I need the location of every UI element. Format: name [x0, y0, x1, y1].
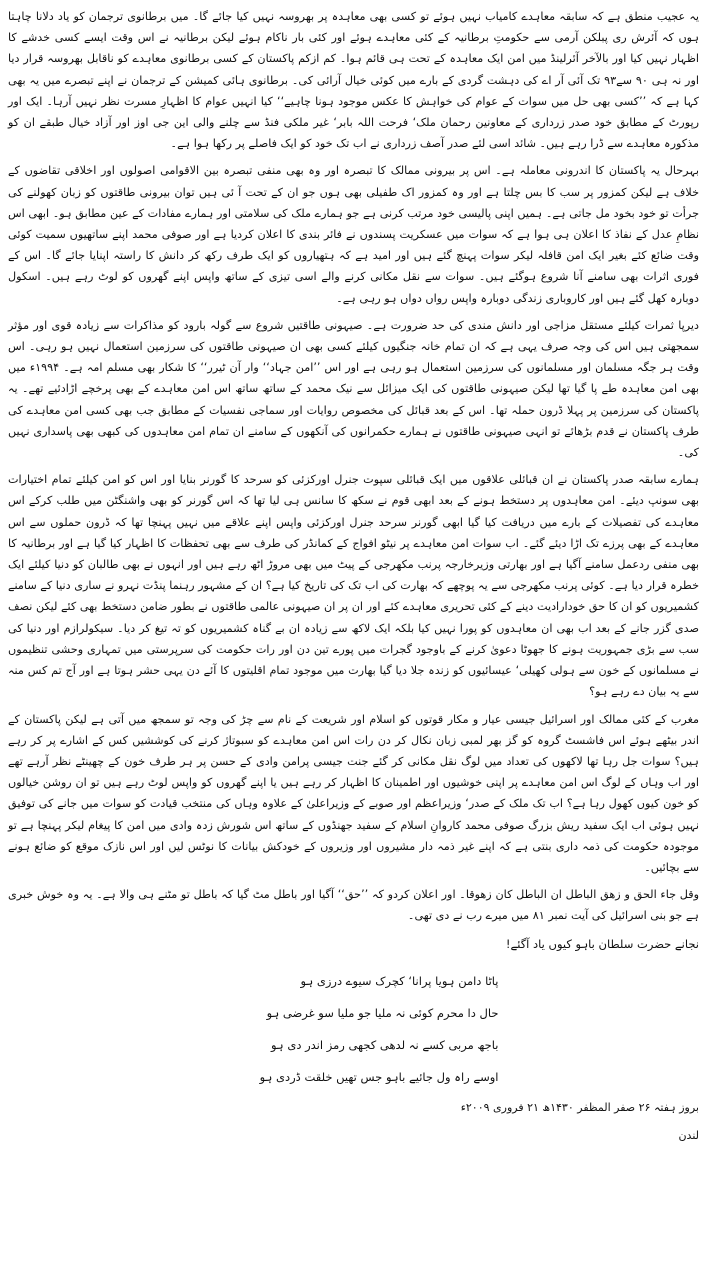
place-name: لندن: [678, 1128, 699, 1142]
poem-block: [199, 965, 509, 1093]
article-paragraph-4: ہمارے سابقہ صدر پاکستان نے ان قبائلی علاقوں میں ایک قبائلی سپوت جنرل اورکزئی کو سرحد کا گورنر بنایا اور اس کو امن کیلئے تمام اختیارات بھی سونپ دیئے۔ امن معاہدوں پر دستخط ہونے کے بعد ابھی قوم نے سکھ کا سانس ہی لیا تھا کہ اس گورنر کو بھی واشنگٹن میں طلب کرکے اس معاہدے کی تفصیلات کے بارے میں دریافت کیا گیا ابھی گورنر سرحد جنرل اورکزئی واپس اپنے علاقے میں نہیں پہنچا تھا کہ ڈرون حملوں سے اس معاہدے کے بھی پرزے تک اڑا دیئے گئے۔ اب سوات امن معاہدے پر نیٹو افواج کے کمانڈر کی طرف سے بھی تحفظات کا اظہار کیا گیا ہے اور برطانیہ کا بھی منفی ردعمل سامنے آگیا ہے اور بھارتی وزیرخارجہ پرنب مکھرجی کے پیٹ میں بھی مروڑ اٹھ رہے ہیں اور انہوں نے بھی طالبان کو دنیا کیلئے ایک خطرہ قرار دیا ہے۔ کوئی پرنب مکھرجی سے یہ پوچھے کہ بھارت کی اب تک کی تاریخ کیا ہے؟ ان کے مشہور رہنما پنڈت نہرو نے ساری دنیا کے سامنے کشمیریوں کو ان کا حق خودارادیت دینے کے کئی تحریری معاہدے کئے اور ان پر ان صیہونی عالمی طاقتوں نے بطور ضامن دستخط بھی کئے لیکن نصف صدی گزر جانے کے بعد اب بھی ان معاہدوں کو پورا نہیں کیا بلکہ ایک لاکھ سے زیادہ ان بے گناہ کشمیریوں کو تہ تیغ کر دیا۔ سیکولرازم اور دنیا کی سب سے بڑی جمہوریت ہونے کا جھوٹا دعویٰ کرنے کے باوجود گجرات میں پورے تین دن اور رات حکومت کی سرپرستی میں تمہاری وحشی تنظیموں نے مسلمانوں کے خون سے ہولی کھیلی‘ عیسائیوں کو زندہ جلا دیا گیا بھارت میں موجود تمام اقلیتوں کا آئے دن یہی حشر ہوتا ہے اور آج تم کس منہ سے یہ بیان دے رہے ہو؟: [8, 473, 699, 699]
article-paragraph-3: دیرپا ثمرات کیلئے مستقل مزاجی اور دانش مندی کی حد ضرورت ہے۔ صیہونی طاقتیں شروع سے گولہ بارود کو مذاکرات سے زیادہ قوی اور مؤثر سمجھتی ہیں اس کی وجہ صرف یہی ہے کہ ان تمام خانہ جنگیوں کیلئے کسی بھی ان صیہونی طاقتوں کی سرزمین استعمال نہیں ہو رہی۔ اس وقت ہر جگہ مسلمان اور مسلمانوں کی سرزمین استعمال ہو رہی ہے اور اس ’’امن جہاد‘‘ وار آن ٹیرر‘‘ کا شکار بھی مسلم امہ ہے۔ ۱۹۹۴ء میں بھی امن معاہدہ طے پا گیا تھا لیکن صیہونی طاقتوں کی ایک میزائل سے نیک محمد کے ساتھ ساتھ اس امن معاہدے کے بھی پرخچے اڑادئیے تھے۔ یہ پاکستان کی سرزمین پر پہلا ڈرون حملہ تھا۔ اس کے بعد قبائل کی مخصوص روایات اور سماجی نفسیات کے مطابق جب بھی کسی امن معاہدے کی طرف پاکستان نے قدم بڑھائے تو انہی صیہونی طاقتوں نے ہمارے حکمرانوں کی آنکھوں کے سامنے ان تمام امن معاہدوں کی کبھی بھی پاسداری نہیں کی۔: [8, 318, 699, 460]
article-paragraph-2: بہرحال یہ پاکستان کا اندرونی معاملہ ہے۔ اس پر بیرونی ممالک کا تبصرہ اور وہ بھی منفی تبصرہ بین الاقوامی اصولوں اور اخلاقی تقاضوں کے خلاف ہے لیکن کمزور پر سب کا بس چلتا ہے اور وہ کمزور اک طفیلی بھی ہوں جو ان کے تحت آ ئی ہیں توان بیرونی طاقتوں کو زبان کھولنے کی جرأت تو خود بخود مل جاتی ہے۔ ہمیں اپنی پالیسی خود مرتب کرنی ہے جو ہمارے ملک کی سلامتی اور ہمارے مفادات کے عین مطابق ہو۔ ابھی اس نظامِ عدل کے نفاذ کا اعلان ہی ہوا ہے کہ سوات میں عسکریت پسندوں نے فائر بندی کا اعلان کردیا ہے اور صوفی محمد اپنے ساتھیوں سمیت کوئی وقت ضائع کئے بغیر ایک امن قافلہ لیکر سوات پہنچ گئے ہیں اور امید ہے کہ ہتھیاروں کو ایک طرف رکھ کر دانش کا راستہ اپنایا جائے گا۔ اس کے فوری اثرات بھی سامنے آنا شروع ہوگئے ہیں۔ سوات سے نقل مکانی کرنے والے اسی تیزی کے ساتھ واپس اپنے گھروں کو لوٹ رہے ہیں۔ اسکول دوبارہ کھل گئے ہیں اور کاروباری زندگی دوبارہ واپس رواں دواں ہو رہی ہے۔: [8, 164, 699, 305]
poem-line: باجھ مربی کسے نہ لدھی کجھی رمز اندر دی ہو: [270, 1037, 499, 1052]
poem-line: پاٹا دامن ہویا پرانا‘ کچرک سیوے درزی ہو: [300, 973, 499, 988]
article-paragraph-1: یہ عجیب منطق ہے کہ سابقہ معاہدے کامیاب نہیں ہوئے تو کسی بھی معاہدہ پر بھروسہ نہیں کیا جائے گا۔ میں برطانوی ترجمان کو یاد دلانا چاہتا ہوں کہ آئرش ری پبلکن آرمی سے حکومتِ برطانیہ کے کئی معاہدے ہوئے اور کئی بار ناکام ہوئے لیکن برطانیہ نے اس وقت ایسے کسی خدشے کا اظہار نہیں کیا اور بالآخر آئرلینڈ میں امن ایک معاہدہ کے تحت ہی قائم ہوا۔ کم ازکم پاکستان کے کسی برطانوی معاہدے کو ناقابل بھروسہ قرار دیا اور نہ ہی ۹۰ سے۹۳ تک آئی آر اے کی دہشت گردی کے بارے میں کوئی خیال آرائی کی۔ برطانوی ہائی کمیشن کے ترجمان نے اپنے تبصرے میں یہ بھی کہا ہے کہ ’’کسی بھی حل میں سوات کے عوام کی خواہش کا عکس موجود ہونا چاہیے‘‘ کیا انہیں عوام کا اظہارِ مسرت نظر نہیں آرہا۔ ایک اور رپورٹ کے مطابق خود صدر زرداری کے معاونین رحمان ملک‘ فرحت اللہ بابر‘ غیر ملکی فنڈ سے چلنے والی این جی اوز اور آزاد خیال طبقے ان کو مذکورہ معاہدے سے ڈرا رہے ہیں۔ شائد اسی لئے صدر آصف زرداری نے اب تک خود کو ایک فاصلے پر رکھا ہوا ہے۔: [8, 10, 699, 151]
poem-line: اوسے راہ ول جائیے باہو جس تھیں خلقت ڈردی ہو: [259, 1069, 499, 1084]
poem-intro: نجانے حضرت سلطان باہو کیوں یاد آگئے!: [505, 936, 699, 951]
closing-verse-paragraph: وقل جاء الحق و زھق الباطل ان الباطل کان زھوقا۔ اور اعلان کردو کہ ’’حق‘‘ آگیا اور باطل مٹ گیا کہ باطل تو مٹنے ہی والا ہے۔ یہ وہ خوش خبری ہے جو بنی اسرائیل کی آیت نمبر ۸۱ میں میرے رب نے دی تھی۔: [8, 888, 699, 923]
poem-line: حال دا محرم کوئی نہ ملیا جو ملیا سو غرضی ہو: [266, 1005, 499, 1020]
dateline: بروز ہفتہ ۲۶ صفر المظفر ۱۴۳۰ھ ۲۱ فروری ۲۰۰۹ء: [460, 1100, 699, 1114]
article-paragraph-5: مغرب کے کئی ممالک اور اسرائیل جیسی عیار و مکار قوتوں کو اسلام اور شریعت کے نام سے چڑ کی وجہ تو سمجھ میں آتی ہے لیکن پاکستان کے اندر بیٹھے ہوئے اس فاشسٹ گروہ کو گز بھر لمبی زبان نکال کر دن رات اس امن معاہدے کو سبوتاژ کرنے کی کوششیں کس کے اشارے پر کر رہے ہیں؟ سوات جل رہا تھا لاکھوں کی تعداد میں لوگ نقل مکانی کر گئے جنت جیسی پرامن وادی کے حسن پر ہر طرف خون کے چھینٹے نظر آرہے تھے اور اب وہاں کے لوگ اس امن معاہدے پر اپنی خوشیوں اور اطمینان کا اظہار کر رہے ہیں یا اپنے گھروں کو واپس لوٹ رہے ہیں تو ان روشن خیالوں کو خون کیوں کھول رہا ہے؟ اب تک ملک کے صدر‘ وزیراعظم اور صوبے کے وزیراعلیٰ کے علاوہ وہاں کی منتخب قیادت کو سوات میں جانے کی توفیق نہیں ہوئی اب ایک سفید ریش بزرگ صوفی محمد کاروانِ اسلام کے سفید جھنڈوں کے ساتھ اس شورش زدہ وادی میں امن کا پیغام لیکر پہنچا ہے تو موجودہ حکومت کی ذمہ داری بنتی ہے کہ اپنے غیر ذمہ دار مشیروں اور وزیروں کے خودکش بیانات کا نوٹس لیں اور اس نازک موقع کو ضائع ہونے سے بچائیں۔: [8, 712, 699, 874]
